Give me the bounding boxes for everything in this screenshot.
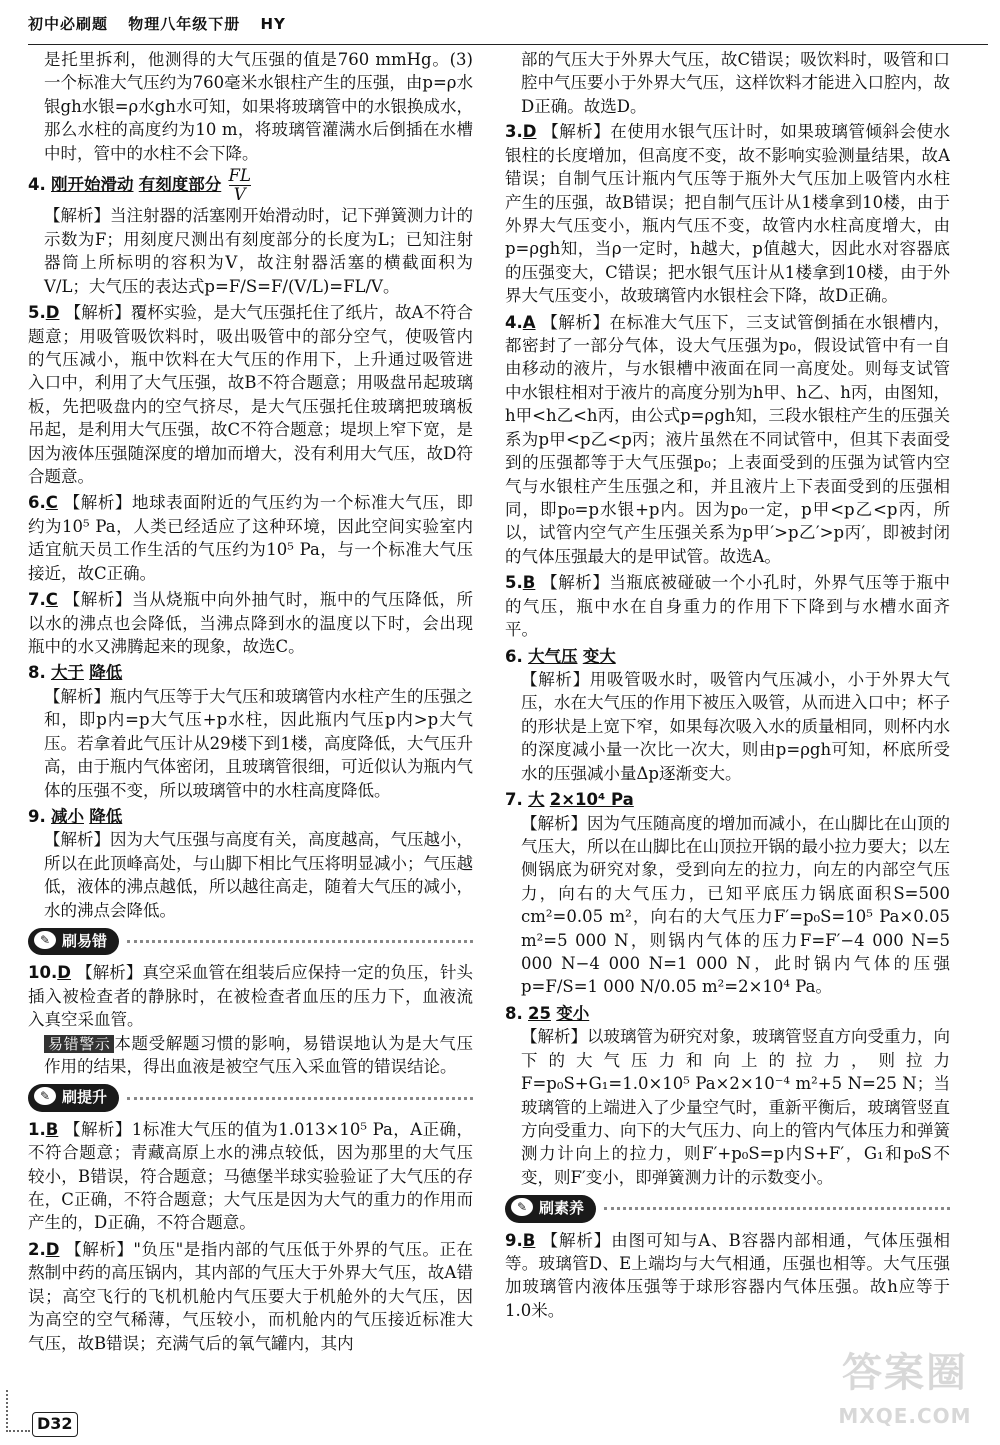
analysis: 【解析】瓶内气压等于大气压和玻璃管内水柱产生的压强之和，即p内=p大气压+p水柱，因此瓶内气压p内>p大气压。若拿着此气压计从29楼下到1楼，高度降低，大气压升高，由于瓶内气体密闭，且玻璃管很细，可近似认为瓶内气体的压强不变，所以玻璃管中的水柱高度降低。 xyxy=(44,686,473,800)
answer-fraction: $\frac{FL}{V}$ xyxy=(228,166,251,205)
section-title: 刷易错 xyxy=(62,932,108,951)
intro-paragraph: 是托里拆利，他测得的大气压强的值是760 mmHg。(3)一个标准大气压约为760毫米水银柱产生的压强，由p=ρ水银gh水银=ρ水gh水可知，如果将玻璃管中的水银换成水，那么水柱的高度约为10 m，将玻璃管灌满水后倒插在水槽中时，管中的水柱不会下降。 xyxy=(44,50,473,163)
tisheng-6: 6. 大气压 变大 【解析】用吸管吸水时，吸管内气压减小，小于外界大气压，水在大气压的作用下被压入吸管，从而进入口中；杯子的形状是上宽下窄，如果每次吸入水的质量相同，则杯内水的深度减小量一次比一次大，则由p=ρgh可知，杯底所受水的压强减小量Δp逐渐变大。 xyxy=(505,645,950,786)
tisheng-1: 1.B 【解析】1标准大气压的值为1.013×10⁵ Pa，A正确，不符合题意；青藏高原上水的沸点较低，因为那里的大气压较小，B错误，符合题意；马德堡半球实验验证了大气压的存在，C正确，不符合题意；大气压是因为大气的重力的作用而产生的，D正确，不符合题意。 xyxy=(28,1119,473,1233)
section-title: 刷提升 xyxy=(62,1088,108,1107)
analysis: 【解析】真空采血管在组装后应保持一定的负压，针头插入被检查者的静脉时，在被检查者血压的压力下，血液流入真空采血管。 xyxy=(28,963,473,1030)
tisheng-7: 7. 大 2×10⁴ Pa 【解析】因为气压随高度的增加而减小，在山脚比在山顶的气压大，所以在山脚比在山顶拉开锅的最小拉力要大；以左侧锅底为研究对象，受到向左的拉力，向左的内部空气压力，向右的大气压力，已知平底压力锅底面积S=500 cm²=0.05 m²，向右的大气压力F′=p₀S=10⁵ Pa×0.05 m²=5 000 N，则锅内气体的压力F=F′−4 000 N=5 000 N−4 000 N=1 000 N，此时锅内气体的压强p=F/S=1 000 N/0.05 m²=2×10⁴ Pa。 xyxy=(505,788,950,999)
suyang-9: 9.B 【解析】由图可知与A、B容器内部相通，气体压强相等。玻璃管D、E上端均与大气相通，压强也相等。大气压强加玻璃管内液体压强等于球形容器内气体压强。故h应等于1.0米。 xyxy=(505,1230,950,1320)
header-rule xyxy=(28,44,988,45)
analysis: 【解析】1标准大气压的值为1.013×10⁵ Pa，A正确，不符合题意；青藏高原上水的沸点较低，因为那里的大气压较小，B错误，符合题意；马德堡半球实验验证了大气压的存在，C正确，不符合题意；大气压是因为大气的重力的作用而产生的，D正确，不符合题意。 xyxy=(28,1119,473,1233)
analysis: 【解析】在使用水银气压计时，如果玻璃管倾斜会使水银柱的长度增加，但高度不变，故不影响实验测量结果，故A错误；自制气压计瓶内气压等于瓶外大气压加上吸管内水柱产生的压强，故B错误；把自制气压计从1楼拿到10楼，由于外界大气压变小，瓶内气压不变，故管内水柱高度增大，由p=ρgh知，当ρ一定时，h越大，p值越大，因此水对容器底的压强变大，C错误；把水银气压计从1楼拿到10楼，由于外界大气压变小，故玻璃管内水银柱会下降，故D正确。 xyxy=(505,122,950,306)
analysis: 【解析】以玻璃管为研究对象，玻璃管竖直方向受重力，向下的大气压力和向上的拉力，则拉力F=p₀S+G₁=1.0×10⁵ Pa×2×10⁻⁴ m²+5 N=25 N；当玻璃管的上端进入了少量空气时，重新平衡后，玻璃管竖直方向受重力、向下的大气压力、向上的管内气体压力和弹簧测力计向上的拉力，则F′+p₀S=p内S+F′，G₁和p₀S不变，则F′变小，即弹簧测力计的示数变小。 xyxy=(521,1027,950,1187)
question-9: 9. 减小 降低 【解析】因为大气压强与高度有关，高度越高，气压越小，所以在此顶峰高处，与山脚下相比气压将明显减小；气压越低，液体的沸点越低，所以越往高走，随着大气压的减小，水的沸点会降低。 xyxy=(28,805,473,922)
page-number: D32 xyxy=(32,1412,78,1437)
page-header xyxy=(28,14,988,42)
analysis: 【解析】"负压"是指内部的气压低于外界的气压。正在熬制中药的高压锅内，其内部的气压大于外界大气压，故A错误；高空飞行的飞机机舱内气压要大于机舱外的大气压，因为高空的空气稀薄，气压较小，而机舱内的气压接近标准大气压，故B错误；充满气后的氧气罐内，其内 xyxy=(28,1239,473,1353)
question-5: 5.D 【解析】覆杯实验，是大气压强托住了纸片，故A不符合题意；用吸管吸饮料时，吸出吸管中的部分空气，使吸管内的气压减小，瓶中饮料在大气压的作用下，上升通过吸管进入口中，利用了大气压强，故B不符合题意；用吸盘吊起玻璃板，先把吸盘内的空气挤尽，是大气压强托住玻璃把玻璃板吊起，是利用大气压强，故C不符合题意；堤坝上窄下宽，是因为液体压强随深度的增加而增大，没有利用大气压，故D符合题意。 xyxy=(28,303,473,487)
series-name: 初中必刷题 xyxy=(28,15,109,33)
watermark xyxy=(820,1345,990,1435)
analysis: 【解析】地球表面附近的气压约为一个标准大气压，即约为10⁵ Pa，人类已经适应了这种环境，因此空间实验室内适宜航天员工作生活的气压约为10⁵ Pa，与一个标准大气压接近，故C正确。 xyxy=(28,493,473,583)
page-corner-dots xyxy=(6,1390,30,1432)
analysis: 【解析】当从烧瓶中向外抽气时，瓶中的气压降低，所以水的沸点也会降低，当沸点降到水的温度以下时，会出现瓶中的水又沸腾起来的现象，故选C。 xyxy=(28,590,473,656)
right-column xyxy=(505,48,950,1428)
edition-code: HY xyxy=(260,15,286,33)
brush-icon: ✎ xyxy=(34,1087,56,1105)
watermark-logo: 答案圈 xyxy=(842,1350,968,1396)
section-suyang xyxy=(505,1195,950,1222)
watermark-url: MXQE.COM xyxy=(838,1403,972,1428)
tisheng-2: 2.D 【解析】"负压"是指内部的气压低于外界的气压。正在熬制中药的高压锅内，其内部的气压大于外界大气压，故A错误；高空飞行的飞机机舱内气压要大于机舱外的大气压，因为高空的空气稀薄，气压较小，而机舱内的气压接近标准大气压，故B错误；充满气后的氧气罐内，其内 xyxy=(28,1239,473,1353)
continued-paragraph: 部的气压大于外界大气压，故C错误；吸饮料时，吸管和口腔中气压要小于外界大气压，这样饮料才能进入口腔内，故D正确。故选D。 xyxy=(521,50,950,116)
analysis: 【解析】当注射器的活塞刚开始滑动时，记下弹簧测力计的示数为F；用刻度尺测出有刻度部分的长度为L；已知注射器筒上所标明的容积为V，故注射器活塞的横截面积为V/L；大气压的表达式p=F/S=F/(V/L)=FL/V。 xyxy=(44,206,473,296)
section-title: 刷素养 xyxy=(539,1199,585,1218)
warning-label: 易错警示 xyxy=(44,1035,114,1053)
analysis: 【解析】覆杯实验，是大气压强托住了纸片，故A不符合题意；用吸管吸饮料时，吸出吸管中的部分空气，使吸管内的气压减小，瓶中饮料在大气压的作用下，上升通过吸管进入口中，利用了大气压强，故B不符合题意；用吸盘吊起玻璃板，先把吸盘内的空气挤尽，是大气压强托住玻璃把玻璃板吊起，是利用大气压强，故C不符合题意；堤坝上窄下宽，是因为液体压强随深度的增加而增大，没有利用大气压，故D符合题意。 xyxy=(28,303,473,487)
tisheng-4: 4.A 【解析】在标准大气压下，三支试管倒插在水银槽内，都密封了一部分气体，设大气压强为p₀，假设试管中有一自由移动的液片，与水银槽中液面在同一高度处。则每支试管中水银柱相对于液片的高度分别为h甲、h乙、h丙，由图知，h甲<h乙<h丙，由公式p=ρgh知，三段水银柱产生的压强关系为p甲<p乙<p丙；液片虽然在不同试管中，但其下表面受到的压强都等于大气压强p₀；上表面受到的压强为试管内空气与水银柱产生压强之和，并且液片上下表面受到的压强相同，即p₀=p水银+p内。因为p₀一定，p甲<p乙<p丙，所以，试管内空气产生压强关系为p甲′>p乙′>p丙′，即被封闭的气体压强最大的是甲试管。故选A。 xyxy=(505,312,950,566)
subject-name: 物理八年级下册 xyxy=(128,15,241,33)
question-6: 6.C 【解析】地球表面附近的气压约为一个标准大气压，即约为10⁵ Pa，人类已经适应了这种环境，因此空间实验室内适宜航天员工作生活的气压约为10⁵ Pa，与一个标准大气压接近，故C正确。 xyxy=(28,493,473,583)
brush-icon: ✎ xyxy=(34,931,56,949)
tisheng-5: 5.B 【解析】当瓶底被碰破一个小孔时，外界气压等于瓶中的气压，瓶中水在自身重力的作用下下降到与水槽水面齐平。 xyxy=(505,573,950,640)
tisheng-3: 3.D 【解析】在使用水银气压计时，如果玻璃管倾斜会使水银柱的长度增加，但高度不变，故不影响实验测量结果，故A错误；自制气压计瓶内气压等于瓶外大气压加上吸管内水柱产生的压强，故B错误；把自制气压计从1楼拿到10楼，由于外界大气压变小，瓶内气压不变，故管内水柱高度增大，由p=ρgh知，当ρ一定时，h越大，p值越大，因此水对容器底的压强变大，C错误；把水银气压计从1楼拿到10楼，由于外界大气压变小，故玻璃管内水银柱会下降，故D正确。 xyxy=(505,122,950,306)
dotted-divider xyxy=(604,1207,950,1210)
question-7: 7.C 【解析】当从烧瓶中向外抽气时，瓶中的气压降低，所以水的沸点也会降低，当沸点降到水的温度以下时，会出现瓶中的水又沸腾起来的现象，故选C。 xyxy=(28,590,473,656)
dotted-divider xyxy=(127,940,473,943)
dotted-divider xyxy=(127,1097,473,1100)
left-column xyxy=(28,48,473,1428)
warning-text: 本题受解题习惯的影响，易错误地认为是大气压作用的结果，得出血液是被空气压入采血管的错误结论。 xyxy=(44,1033,473,1077)
question-4: 4. 刚开始滑动 有刻度部分 $\frac{FL}{V}$ 【解析】当注射器的活塞刚开始滑动时，记下弹簧测力计的示数为F；用刻度尺测出有刻度部分的长度为L；已知注射器筒上所标明的容积为V，故注射器活塞的横截面积为V/L；大气压的表达式p=F/S=F/(V/L)=FL/V。 xyxy=(28,167,473,298)
section-tisheng xyxy=(28,1084,473,1111)
analysis: 【解析】当瓶底被碰破一个小孔时，外界气压等于瓶中的气压，瓶中水在自身重力的作用下下降到与水槽水面齐平。 xyxy=(505,573,950,640)
question-8: 8. 大于 降低 【解析】瓶内气压等于大气压和玻璃管内水柱产生的压强之和，即p内=p大气压+p水柱，因此瓶内气压p内>p大气压。若拿着此气压计从29楼下到1楼，高度降低，大气压升高，由于瓶内气体密闭，且玻璃管很细，可近似认为瓶内气体的压强不变，所以玻璃管中的水柱高度降低。 xyxy=(28,661,473,802)
question-10: 10.D 【解析】真空采血管在组装后应保持一定的负压，针头插入被检查者的静脉时，在被检查者血压的压力下，血液流入真空采血管。 易错警示 本题受解题习惯的影响，易错误地认为是大气压作用的结果，得出血液是被空气压入采血管的错误结论。 xyxy=(28,963,473,1077)
section-yicuo xyxy=(28,928,473,955)
tisheng-8: 8. 25 变小 【解析】以玻璃管为研究对象，玻璃管竖直方向受重力，向下的大气压力和向上的拉力，则拉力F=p₀S+G₁=1.0×10⁵ Pa×2×10⁻⁴ m²+5 N=25 N；当玻璃管的上端进入了少量空气时，重新平衡后，玻璃管竖直方向受重力、向下的大气压力、向上的管内气体压力和弹簧测力计向上的拉力，则F′+p₀S=p内S+F′，G₁和p₀S不变，则F′变小，即弹簧测力计的示数变小。 xyxy=(505,1002,950,1189)
analysis: 【解析】因为气压随高度的增加而减小，在山脚比在山顶的气压大，所以在山脚比在山顶拉开锅的最小拉力要大；以左侧锅底为研究对象，受到向左的拉力，向左的内部空气压力，向右的大气压力，已知平底压力锅底面积S=500 cm²=0.05 m²，向右的大气压力F′=p₀S=10⁵ Pa×0.05 m²=5 000 N，则锅内气体的压力F=F′−4 000 N=5 000 N−4 000 N=1 000 N，此时锅内气体的压强p=F/S=1 000 N/0.05 m²=2×10⁴ Pa。 xyxy=(521,813,950,997)
brush-icon: ✎ xyxy=(511,1198,533,1216)
analysis: 【解析】在标准大气压下，三支试管倒插在水银槽内，都密封了一部分气体，设大气压强为p₀，假设试管中有一自由移动的液片，与水银槽中液面在同一高度处。则每支试管中水银柱相对于液片的高度分别为h甲、h乙、h丙，由图知，h甲<h乙<h丙，由公式p=ρgh知，三段水银柱产生的压强关系为p甲<p乙<p丙；液片虽然在不同试管中，但其下表面受到的压强都等于大气压强p₀；上表面受到的压强为试管内空气与水银柱产生压强之和，并且液片上下表面受到的压强相同，即p₀=p水银+p内。因为p₀一定，p甲<p乙<p丙，所以，试管内空气产生压强关系为p甲′>p乙′>p丙′，即被封闭的气体压强最大的是甲试管。故选A。 xyxy=(505,312,950,566)
analysis: 【解析】由图可知与A、B容器内部相通，气体压强相等。玻璃管D、E上端均与大气相通，压强也相等。大气压强加玻璃管内液体压强等于球形容器内气体压强。故h应等于1.0米。 xyxy=(505,1230,950,1320)
analysis: 【解析】用吸管吸水时，吸管内气压减小，小于外界大气压，水在大气压的作用下被压入吸管，从而进入口中；杯子的形状是上宽下窄，如果每次吸入水的质量相同，则杯内水的深度减小量一次比一次大，则由p=ρgh可知，杯底所受水的压强减小量Δp逐渐变大。 xyxy=(521,669,950,783)
analysis: 【解析】因为大气压强与高度有关，高度越高，气压越小，所以在此顶峰高处，与山脚下相比气压将明显减小；气压越低，液体的沸点越低，所以越往高走，随着大气压的减小，水的沸点会降低。 xyxy=(44,830,473,920)
